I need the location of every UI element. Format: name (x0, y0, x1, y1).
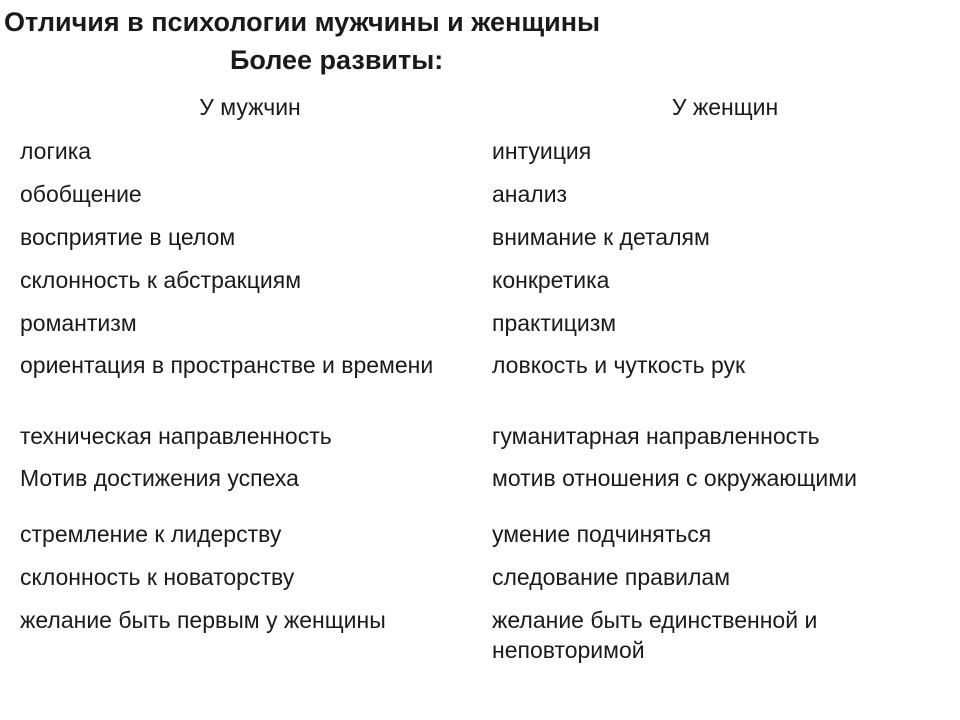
men-trait: склонность к новаторству (20, 564, 295, 590)
women-trait: желание быть единственной и неповторимой (492, 607, 818, 663)
column-header-men: У мужчин (199, 94, 301, 120)
women-trait: внимание к деталям (492, 224, 710, 250)
women-trait: гуманитарная направленность (492, 423, 820, 449)
women-trait: интуиция (492, 138, 592, 164)
men-trait: техническая направленность (20, 423, 332, 449)
women-trait: ловкость и чуткость рук (492, 352, 746, 378)
men-trait: романтизм (20, 310, 137, 336)
men-trait: стремление к лидерству (20, 521, 282, 547)
men-trait: логика (20, 138, 92, 164)
men-trait: Мотив достижения успеха (20, 465, 299, 491)
men-trait: склонность к абстракциям (20, 267, 302, 293)
men-trait: ориентация в пространстве и времени (20, 352, 434, 378)
slide-subtitle: Более развиты: (230, 45, 444, 75)
women-trait: конкретика (492, 267, 610, 293)
men-trait: восприятие в целом (20, 224, 236, 250)
women-trait: анализ (492, 181, 568, 207)
women-trait: мотив отношения с окружающими (492, 465, 857, 491)
column-header-women: У женщин (671, 94, 779, 120)
men-trait: желание быть первым у женщины (20, 607, 386, 633)
men-trait: обобщение (20, 181, 142, 207)
women-trait: умение подчиняться (492, 521, 712, 547)
women-trait: практицизм (492, 310, 617, 336)
women-trait: следование правилам (492, 564, 731, 590)
slide-title: Отличия в психологии мужчины и женщины (4, 7, 601, 37)
